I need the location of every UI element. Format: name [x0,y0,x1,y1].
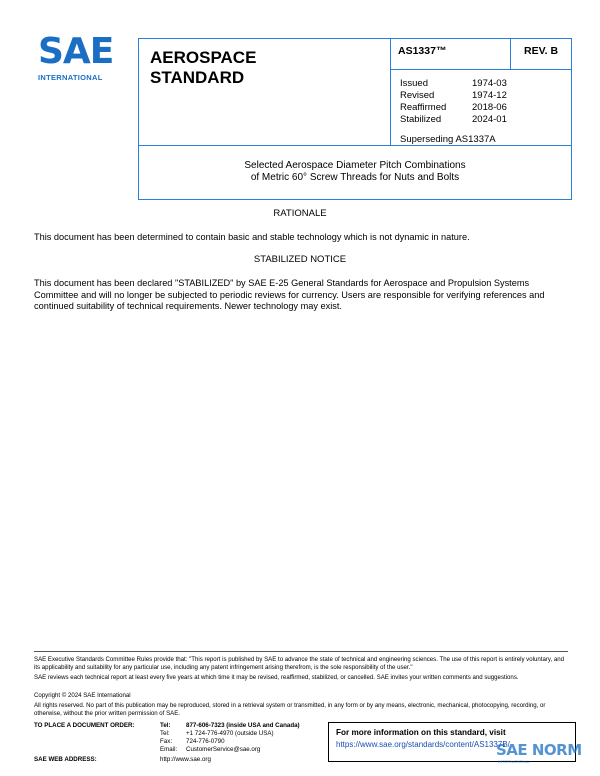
contact-phone-intl: +1 724-776-4970 (outside USA) [186,730,274,737]
more-info-heading: For more information on this standard, visit [336,728,506,737]
document-type-line2: STANDARD [150,68,245,87]
revision-label: REV. B [524,45,559,57]
contact-label: Tel: [160,722,171,729]
date-label-stabilized: Stabilized [400,114,442,125]
order-label: TO PLACE A DOCUMENT ORDER: [34,722,135,729]
footer-rules: SAE Executive Standards Committee Rules provide that: "This report is published by SAE to advance the state of technical and engineering sciences. The use of this report is entirely voluntary, and its applicability and suitability for any particular use, including any patent infringement arising therefrom, is the sole responsibility of the user." [34,656,565,671]
header-divider [390,38,391,146]
web-address-link[interactable]: http://www.sae.org [160,756,211,763]
sae-logo-subtitle: INTERNATIONAL [38,73,103,82]
footer-copyright: Copyright © 2024 SAE International [34,692,131,699]
standard-url-link[interactable]: https://www.sae.org/standards/content/AS1337B/ [336,740,510,749]
footer-divider [34,651,568,652]
superseding-note: Superseding AS1337A [400,134,496,145]
contact-label: Email: [160,746,178,753]
web-address-label: SAE WEB ADDRESS: [34,756,97,763]
rationale-heading: RATIONALE [273,208,327,219]
document-number: AS1337™ [398,45,447,57]
date-value-issued: 1974-03 [472,78,507,89]
contact-fax: 724-776-0790 [186,738,225,745]
sae-logo [38,31,124,82]
stabilized-notice-text: This document has been declared "STABILIZED" by SAE E-25 General Standards for Aerospace and Propulsion Systems Committee and will no longer be subjected to periodic reviews for currency. Users are responsible for verifying references and continued suitability of technical requirements. Newer technology may exist. [34,278,545,312]
sae-norm-watermark [496,741,580,767]
footer-rights: All rights reserved. No part of this publication may be reproduced, stored in a retrieval system or transmitted, in any form or by any means, electronic, mechanical, photocopying, recording, or otherwise, without the prior written permission of SAE. [34,702,546,717]
sae-logo-mark: SAE [38,31,114,72]
document-title-line1: Selected Aerospace Diameter Pitch Combinations [244,160,466,171]
stabilized-notice-heading: STABILIZED NOTICE [253,254,347,265]
date-label-issued: Issued [400,78,428,89]
document-type [150,48,256,88]
header-divider [510,38,511,70]
date-value-reaffirmed: 2018-06 [472,102,507,113]
contact-phone-usa: 877-606-7323 (inside USA and Canada) [186,722,300,729]
date-value-revised: 1974-12 [472,90,507,101]
date-label-revised: Revised [400,90,435,101]
watermark-subtext: INTERNATIONAL [498,759,530,764]
contact-email-link[interactable]: CustomerService@sae.org [186,746,261,753]
contact-label: Fax: [160,738,173,745]
date-label-reaffirmed: Reaffirmed [400,102,447,113]
date-value-stabilized: 2024-01 [472,114,507,125]
document-type-line1: AEROSPACE [150,48,257,67]
footer-review: SAE reviews each technical report at least every five years at which time it may be revised, reaffirmed, stabilized, or cancelled. SAE invites your written comments and suggestions. [34,674,519,681]
header-divider [390,69,572,70]
contact-label: Tel: [160,730,170,737]
rationale-text: This document has been determined to contain basic and stable technology which is not dynamic in nature. [34,232,470,242]
document-title [138,160,572,184]
document-title-line2: of Metric 60° Screw Threads for Nuts and Bolts [250,172,460,183]
watermark-text: SAE NORM [496,741,582,759]
